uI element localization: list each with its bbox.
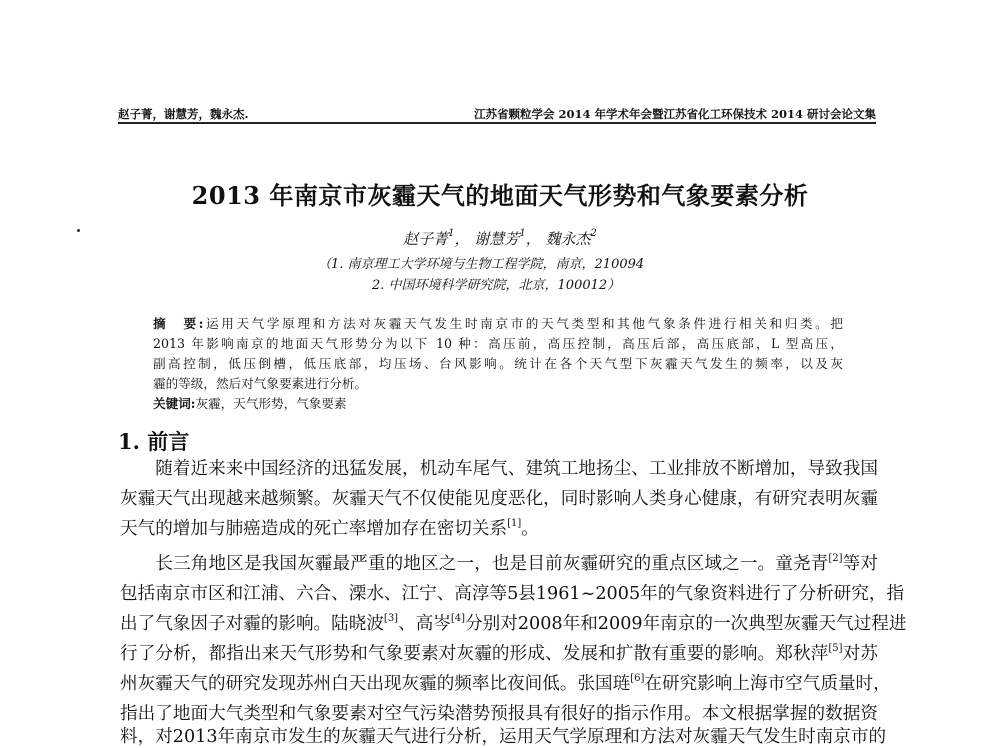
body-line [120, 550, 878, 575]
body-line: 料，对2013年南京市发生的灰霾天气进行分析，运用天气学原理和方法对灰霾天气发生时南京市的 [120, 727, 887, 747]
citation: [1] [507, 518, 522, 529]
abstract-line [153, 313, 843, 332]
body-text: 等对 [842, 554, 878, 574]
keywords-text: 灰霾，天气形势，气象要素 [195, 396, 347, 411]
body-line [120, 670, 891, 695]
body-text: 行了分析，都指出来天气形势和气象要素对灰霾的形成、发展和扩散有重要的影响。郑秋萍 [120, 644, 829, 664]
body-text: 。 [521, 519, 539, 539]
header-rule [118, 122, 876, 124]
section-heading: 1. 前言 [118, 429, 190, 454]
author-list: 赵子菁$^1$， 谢慧芳$^1$， 魏永杰$^2$ [403, 228, 597, 248]
body-line: 包括南京市区和江浦、六合、溧水、江宁、高淳等5县1961~2005年的气象资料进行了分析研究，指 [120, 584, 905, 604]
author-name: 谢慧芳 [474, 230, 520, 248]
body-line [120, 640, 878, 665]
citation: [4] [450, 613, 466, 624]
body-line: 指出了地面大气类型和气象要素对空气污染潜势预报具有很好的指示作用。本文根据掌握的数据资 [120, 704, 878, 724]
citation: [3] [383, 613, 399, 624]
body-line [120, 610, 907, 635]
body-text: 长三角地区是我国灰霾最严重的地区之一，也是目前灰霾研究的重点区域之一。童尧青 [120, 554, 829, 574]
keywords-label: 关键词: [153, 396, 196, 411]
abstract-text: 运用天气学原理和方法对灰霾天气发生时南京市的天气类型和其他气象条件进行相关和归类。把 [203, 316, 843, 331]
body-text: 州灰霾天气的研究发现苏州白天出现灰霾的频率比夜间低。张国琏 [120, 674, 631, 694]
abstract-label: 摘 要: [153, 316, 204, 331]
author-affiliation-mark: 2 [590, 228, 597, 239]
author-name: 赵子菁 [403, 230, 449, 248]
body-line: 灰霾天气出现越来越频繁。灰霾天气不仅使能见度恶化，同时影响人类身心健康，有研究表明灰霾 [120, 489, 878, 509]
paper-title: 2013 年南京市灰霾天气的地面天气形势和气象要素分析 [191, 181, 809, 210]
body-text: 出了气象因子对霾的影响。陆晓波 [120, 614, 384, 634]
running-header-proceedings: 江苏省颗粒学会 2014 年学术年会暨江苏省化工环保技术 2014 研讨会论文集 [473, 107, 876, 121]
citation: [5] [828, 643, 843, 654]
abstract-line: 2013 年影响南京的地面天气形势分为以下 10 种：高压前，高压控制，高压后部，高压底部，L 型高压， [153, 336, 843, 351]
author-affiliation-mark: 1 [519, 228, 526, 239]
keywords-line [153, 393, 843, 412]
running-header-authors: 赵子菁，谢慧芳，魏永杰. [118, 107, 249, 121]
body-text: 对苏 [842, 644, 878, 664]
body-line: 随着近来来中国经济的迅猛发展，机动车尾气、建筑工地扬尘、工业排放不断增加，导致我国 [120, 459, 878, 479]
abstract-line: 霾的等级，然后对气象要素进行分析。 [153, 376, 368, 391]
body-text: 、高岑 [398, 614, 451, 634]
affiliation-1: （1. 南京理工大学环境与生物工程学院，南京，210094 [318, 257, 645, 272]
author-name: 魏永杰 [545, 230, 591, 248]
author-affiliation-mark: 1 [448, 228, 455, 239]
body-text: 天气的增加与肺癌造成的死亡率增加存在密切关系 [120, 519, 508, 539]
affiliation-2: 2. 中国环境科学研究院，北京，100012） [372, 278, 621, 293]
body-text: 分别对2008年和2009年南京的一次典型灰霾天气过程进 [465, 614, 907, 634]
body-line [120, 515, 878, 540]
citation: [6] [630, 673, 645, 684]
body-text: 在研究影响上海市空气质量时， [644, 674, 891, 694]
citation: [2] [828, 553, 843, 564]
abstract-line: 副高控制，低压倒槽，低压底部，均压场、台风影响。统计在各个天气型下灰霾天气发生的频率，以及灰 [153, 356, 843, 371]
